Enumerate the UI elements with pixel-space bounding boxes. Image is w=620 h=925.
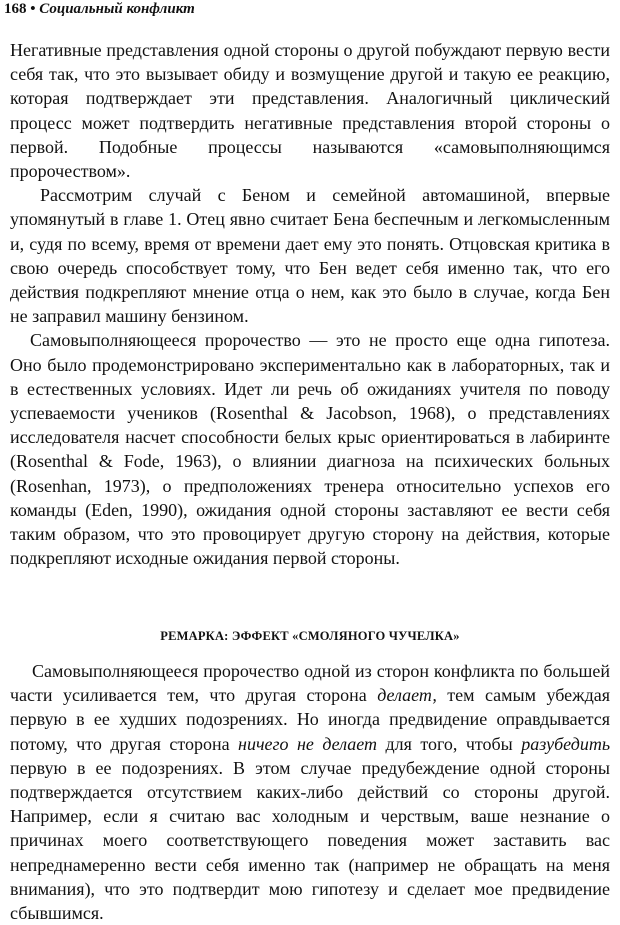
page-number: 168 (4, 1, 27, 17)
italic-emphasis: разубедить (521, 733, 611, 754)
main-text (10, 38, 610, 570)
paragraph-2: Рассмотрим случай с Беном и семейной автомашиной, впервые упомянутый в главе 1. Отец явно считает Бена беспечным и легкомысленным и, судя по всему, время от времени дает ему это понять. Отцовская критика в свою очередь способствует тому, что Бен ведет себя именно так, что его действия подкрепляют мнение отца о нем, как это было в случае, когда Бен не заправил машину бензином. (10, 185, 610, 327)
book-title: Социальный конфликт (39, 1, 195, 17)
paragraph-4 (10, 659, 610, 925)
italic-emphasis: ничего не делает (238, 733, 378, 754)
paragraph-1: Негативные представления одной стороны о другой побуждают первую вести себя так, что это вызывает обиду и возмущение другой и такую ее реакцию, которая подтверждает эти представления. Аналогичный циклический процесс может подтвердить негативные представления второй стороны о первой. Подобные процессы называются «самовыполняющимся пророчеством». (10, 40, 610, 182)
text-run: Самовыполняющееся пророчество одной из сторон конфликта по большей части усиливается тем, что другая сторона (10, 661, 610, 706)
text-run: тем самым убеждая первую в ее худших подозрениях. Но иногда предвидение оправдывается потому, что другая сторона (10, 685, 610, 754)
paragraph-3: Самовыполняющееся пророчество — это не просто еще одна гипотеза. Оно было продемонстрировано экспериментально как в лабораторных, так и в естественных условиях. Идет ли речь об ожиданиях учителя по поводу успеваемости учеников (Rosenthal & Jacobson, 1968), о представлениях исследователя насчет способности белых крыс ориентироваться в лабиринте (Rosenthal & Fode, 1963), о влиянии диагноза на психических больных (Rosenhan, 1973), о предположениях тренера относительно успехов его команды (Eden, 1990), ожидания одной стороны заставляют ее вести себя таким образом, что это провоцирует другую сторону на действия, которые подкрепляют исходные ожидания первой стороны. (10, 330, 610, 569)
text-run: первую в ее подозрениях. В этом случае предубеждение одной стороны подтверждается отсутствием каких-либо действий со стороны другой. Например, если я считаю вас холодным и черствым, ваше незнание о причинах моего соответствующего поведения может заставить вас непреднамеренно вести себя именно так (например не обращать на меня внимания), что это подтвердит мою гипотезу и сделает мое предвидение сбывшимся. (10, 757, 610, 924)
text-run: для того, чтобы (377, 733, 522, 754)
remark-text (10, 659, 610, 925)
section-heading: РЕМАРКА: ЭФФЕКТ «СМОЛЯНОГО ЧУЧЕЛКА» (160, 629, 460, 643)
italic-emphasis: делает, (377, 685, 437, 706)
separator-bullet: • (30, 1, 36, 17)
running-head (4, 0, 195, 18)
